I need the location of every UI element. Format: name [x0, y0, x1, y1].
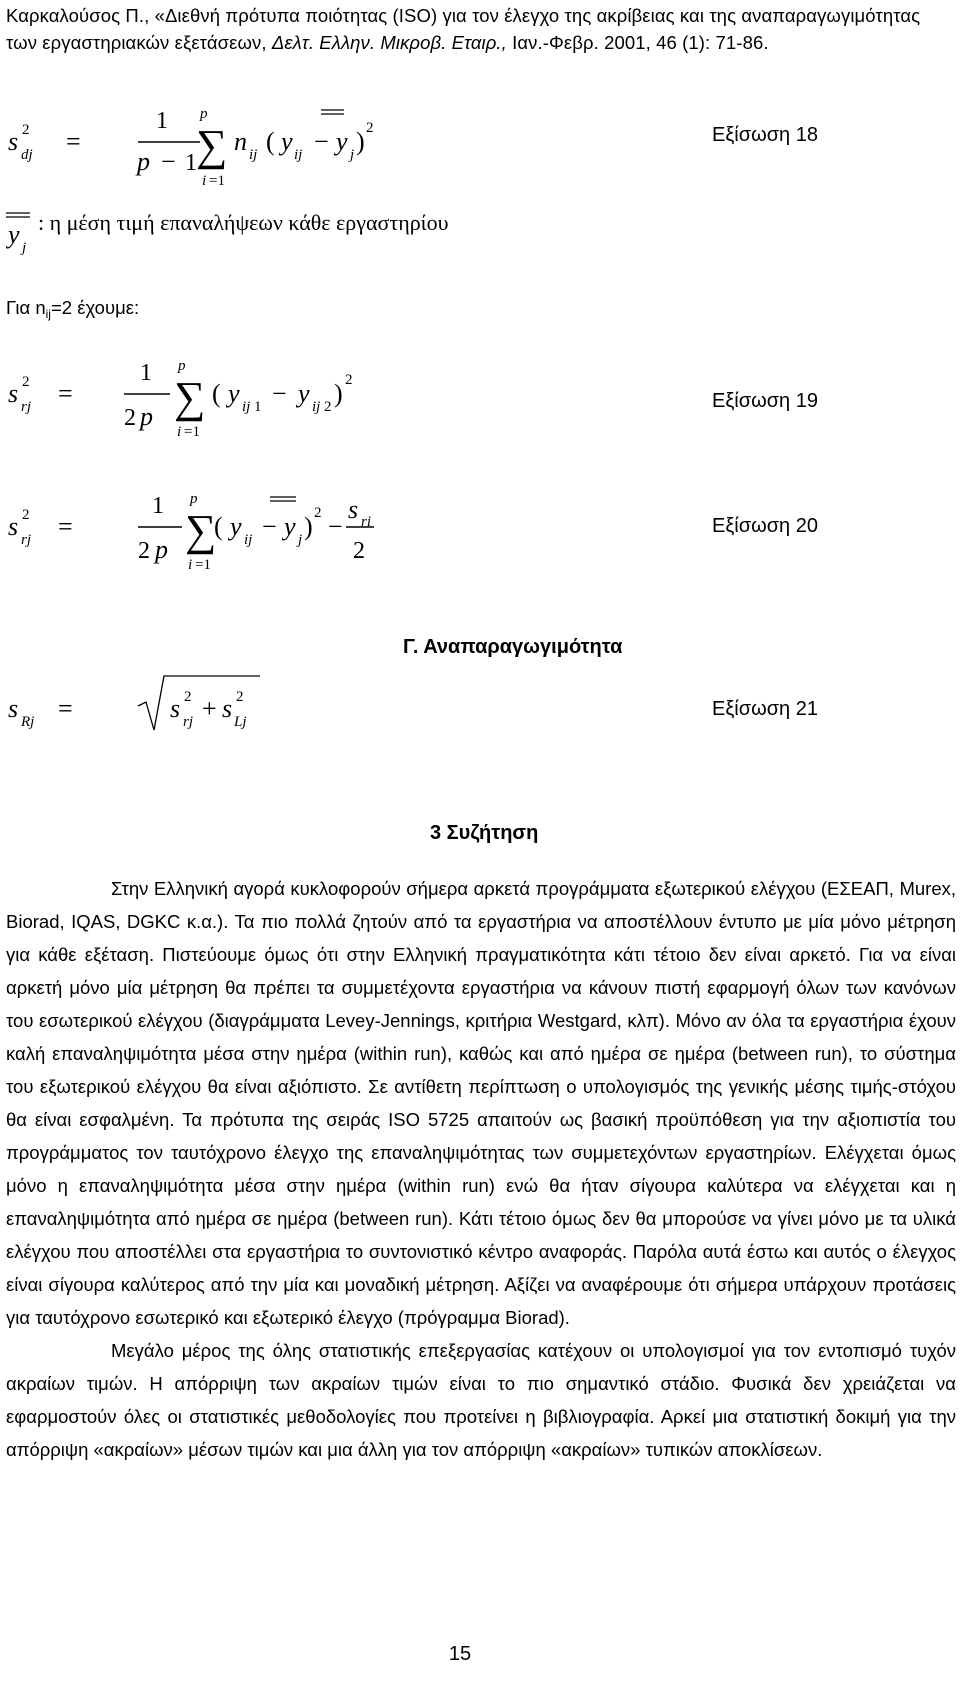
svg-text:(: ( [212, 379, 221, 408]
svg-text:−: − [314, 127, 329, 156]
svg-text:Rj: Rj [21, 714, 35, 730]
svg-text:+: + [202, 694, 217, 723]
section-c-heading: Γ. Αναπαραγωγιμότητα [403, 636, 623, 658]
svg-text:s: s [8, 127, 19, 156]
equation-18-label: Εξίσωση 18 [712, 124, 818, 146]
paragraph-1: Στην Ελληνική αγορά κυκλοφορούν σήμερα αρκετά προγράμματα εξωτερικού ελέγχου (ΕΣΕΑΠ, Murex, Biorad, IQAS, DGKC κ.α.). Τα πιο πολλά ζητούν από τα εργαστήρια να αποστέλλουν έντυπο με μία μόνο μέτρηση για κάθε εξέταση. Πιστεύουμε όμως ότι στην Ελληνική πραγματικότητα κάτι τέτοιο δεν είναι αρκετό. Για να είναι αρκετή μόνο μία μέτρηση θα πρέπει τα συμμετέχοντα εργαστήρια να κάνουν πιστή εφαρμογή όλων των κανόνων του εσωτερικού ελέγχου (διαγράμματα Levey-Jennings, κριτήρια Westgard, κλπ). Μόνο αν όλα τα εργαστήρια έχουν καλή επαναληψιμότητα μέσα στην ημέρα (within run), καθώς και από ημέρα σε ημέρα (between run), το σύστημα του εξωτερικού ελέγχου θα είναι αξιόπιστο. Σε αντίθετη περίπτωση ο υπολογισμός της γενικής μέσης τιμής-στόχου θα είναι εσφαλμένη. Τα πρότυπα της σειράς ISO 5725 απαιτούν ως βασική προϋπόθεση για την αξιοπιστία του προγράμματος τον ταυτόχρονο έλεγχο της επαναληψιμότητας των συμμετεχόντων εργαστηρίων. Ελέγχεται όμως μόνο η επαναληψιμότητα μέσα στην ημέρα (within run) ενώ θα ήταν σίγουρα καλύτερα να ελέγχεται και η επαναληψιμότητα από ημέρα σε ημέρα (between run). Κάτι τέτοιο όμως δεν θα μπορούσε να γίνει μόνο με τα υλικά ελέγχου που αποστέλλει στα εργαστήρια το συντονιστικό κέντρο αναφοράς. Παρόλα αυτά έστω και αυτός ο έλεγχος είναι σίγουρα καλύτερος από την μία και μοναδική μέτρηση. Αξίζει να αναφέρουμε ότι σήμερα υπάρχουν προτάσεις για ταυτόχρονο εσωτερικό και εξωτερικό έλεγχο (πρόγραμμα Biorad). [6, 878, 956, 1328]
svg-text:rj: rj [21, 399, 32, 415]
paragraph-2: Μεγάλο μέρος της όλης στατιστικής επεξεργασίας κατέχουν οι υπολογισμοί για τον εντοπισμό τυχόν ακραίων τιμών. Η απόρριψη των ακραίων τιμών είναι το πιο σημαντικό στάδιο. Φυσικά δεν χρειάζεται να εφαρμοστούν όλες οι στατιστικές μεθοδολογίες που προτείνει η βιβλιογραφία. Αρκεί μια στατιστική δοκιμή για την απόρριψη «ακραίων» μέσων τιμών και μια άλλη για τον απόρριψη «ακραίων» τυπικών αποκλίσεων. [6, 1340, 956, 1460]
svg-text:ij: ij [244, 532, 253, 548]
svg-text:1: 1 [254, 399, 262, 415]
svg-text:p: p [200, 106, 208, 122]
svg-text:−: − [161, 147, 176, 176]
svg-text:−: − [262, 512, 277, 541]
svg-text:∑: ∑ [196, 121, 228, 170]
svg-text:∑: ∑ [174, 373, 206, 422]
equation-21-label: Εξίσωση 21 [712, 698, 818, 720]
svg-text:y: y [284, 512, 296, 541]
section-3-heading: 3 Συζήτηση [430, 822, 539, 844]
svg-text:2: 2 [353, 538, 365, 564]
svg-text:s: s [8, 512, 19, 541]
svg-text:y: y [281, 127, 293, 156]
svg-text:2: 2 [366, 120, 374, 136]
svg-text:(: ( [266, 127, 275, 156]
nij-subscript: ij [45, 307, 51, 321]
svg-text:): ) [334, 379, 343, 408]
svg-text:2: 2 [236, 689, 244, 705]
svg-text:s: s [8, 379, 19, 408]
svg-text:2: 2 [314, 505, 322, 521]
page-number: 15 [448, 1643, 472, 1665]
svg-text:s: s [170, 694, 181, 723]
equation-19 [8, 358, 353, 440]
svg-text:i: i [177, 424, 182, 440]
svg-text:1: 1 [185, 150, 197, 176]
svg-text:=1: =1 [184, 424, 200, 440]
svg-text:ij: ij [242, 399, 251, 415]
svg-text:j: j [298, 532, 303, 548]
svg-text:rj: rj [183, 714, 194, 730]
svg-text:y: y [228, 379, 240, 408]
svg-text:=1: =1 [209, 173, 225, 189]
svg-text:): ) [304, 512, 313, 541]
svg-text:j: j [350, 147, 355, 163]
svg-text:2: 2 [22, 122, 30, 138]
svg-text:p: p [178, 358, 186, 374]
svg-text:ij: ij [294, 147, 303, 163]
discussion-body [6, 872, 956, 1466]
svg-text:ij: ij [249, 147, 258, 163]
svg-text:1: 1 [140, 360, 152, 386]
svg-text:=: = [58, 694, 73, 723]
reference-issue: Ιαν.-Φεβρ. 2001, 46 (1): 71-86. [506, 32, 769, 53]
svg-text:i: i [188, 557, 193, 573]
equation-19-label: Εξίσωση 19 [712, 390, 818, 412]
svg-text:Lj: Lj [234, 714, 247, 730]
svg-text:2: 2 [345, 372, 353, 388]
svg-text:−: − [328, 512, 343, 541]
reference-text: Καρκαλούσος Π., «Διεθνή πρότυπα ποιότητας (ISO) για τον έλεγχο της ακρίβειας και της αναπαραγωγιμότητας των εργαστηριακών εξετάσεων, [6, 5, 921, 53]
nij-statement [6, 297, 139, 321]
svg-text:−: − [272, 379, 287, 408]
svg-text:(: ( [214, 512, 223, 541]
svg-text:1: 1 [152, 493, 164, 519]
mean-symbol [5, 213, 30, 256]
svg-text:2: 2 [22, 374, 30, 390]
svg-text:ri: ri [361, 514, 372, 530]
equation-20 [8, 491, 374, 573]
svg-text:dj: dj [21, 147, 33, 163]
svg-text:j: j [22, 240, 27, 256]
svg-text:): ) [356, 127, 365, 156]
svg-text:y: y [298, 379, 310, 408]
svg-text:s: s [8, 694, 19, 723]
svg-text:2: 2 [22, 507, 30, 523]
svg-text:y: y [230, 512, 242, 541]
svg-text:p: p [137, 147, 150, 176]
equation-21 [8, 676, 260, 730]
svg-text:y: y [8, 220, 20, 249]
svg-text:i: i [202, 173, 207, 189]
svg-text:p: p [190, 491, 198, 507]
svg-text:2: 2 [184, 689, 192, 705]
svg-text:2: 2 [124, 405, 136, 431]
svg-text:y: y [336, 127, 348, 156]
nij-suffix: =2 έχουμε: [50, 297, 140, 318]
svg-text:n: n [234, 127, 247, 156]
equation-18 [8, 106, 374, 189]
journal-name: Δελτ. Ελλην. Μικροβ. Εταιρ., [271, 32, 507, 53]
svg-text:=: = [58, 512, 73, 541]
svg-text:rj: rj [21, 532, 32, 548]
nij-prefix: Για n [6, 297, 46, 318]
svg-text:1: 1 [156, 108, 168, 134]
svg-text:p: p [140, 402, 153, 431]
equation-20-label: Εξίσωση 20 [712, 515, 818, 537]
svg-text:2: 2 [324, 399, 332, 415]
svg-text:=: = [58, 379, 73, 408]
svg-text:ij: ij [312, 399, 321, 415]
svg-text:p: p [155, 535, 168, 564]
svg-text:=: = [66, 127, 81, 156]
svg-text:s: s [222, 694, 233, 723]
svg-text:s: s [348, 495, 359, 524]
svg-text:∑: ∑ [185, 506, 217, 555]
svg-text:=1: =1 [195, 557, 211, 573]
mean-definition: : η μέση τιμή επαναλήψεων κάθε εργαστηρίου [38, 210, 449, 235]
svg-text:2: 2 [138, 538, 150, 564]
